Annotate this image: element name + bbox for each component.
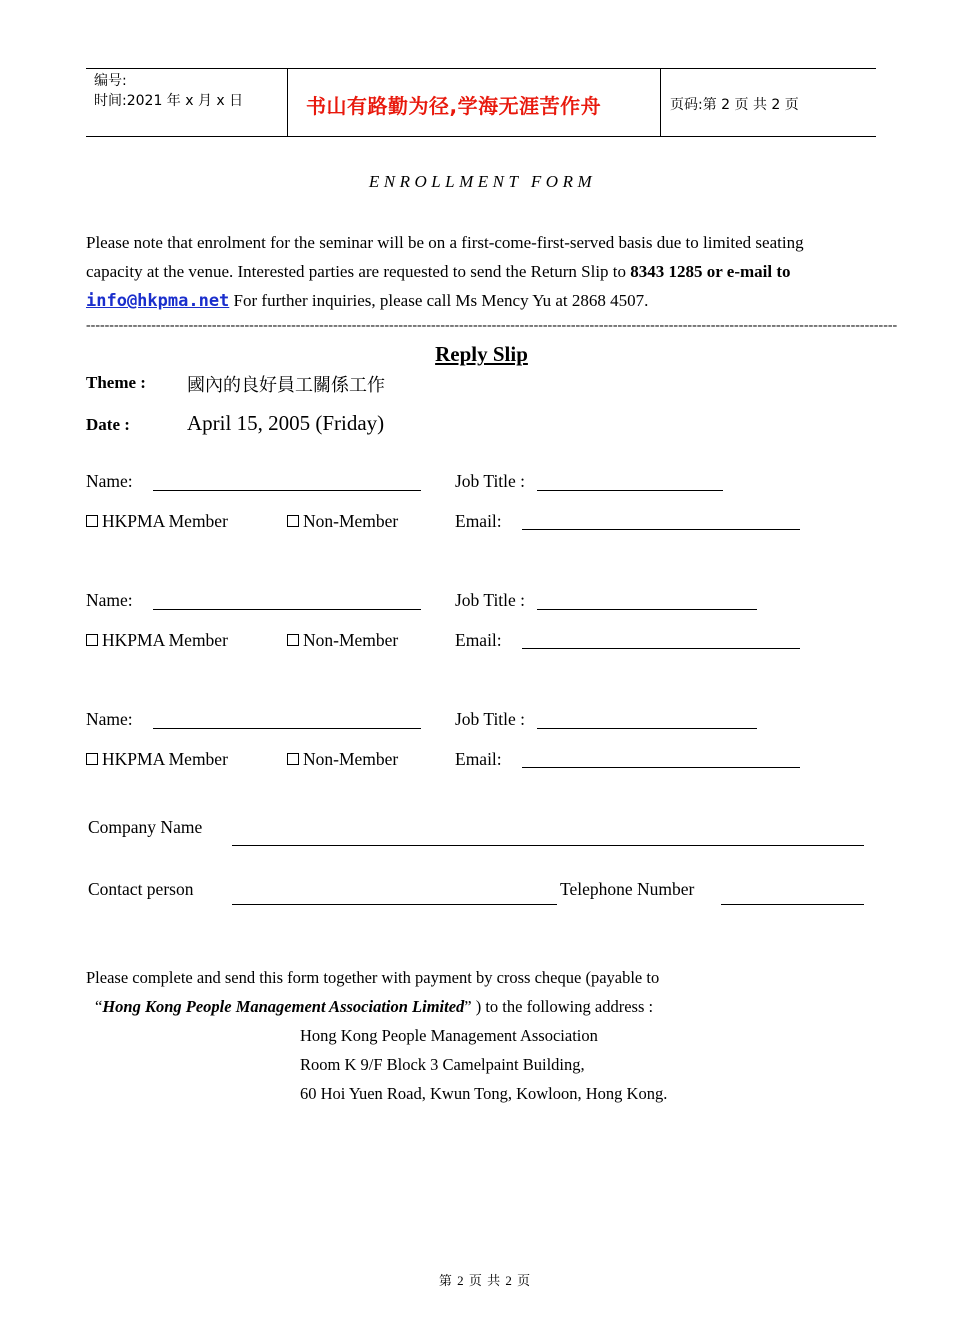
company-name-input-line[interactable] [232,845,864,846]
contact-person-input-line[interactable] [232,904,557,905]
member-option-label: HKPMA Member [102,511,228,531]
header-divider [287,69,288,136]
member-option-label: HKPMA Member [102,630,228,650]
job-title-label: Job Title : [455,590,526,610]
form-title: ENROLLMENT FORM [368,172,597,191]
name-label: Name: [86,590,133,610]
theme-label: Theme : [86,373,146,392]
email-label: Email: [455,511,502,531]
email-link[interactable]: info@hkpma.net [86,291,230,311]
email-input-line[interactable] [522,529,800,530]
intro-paragraph [86,228,856,316]
header-number-label: 编号: [94,73,127,89]
contact-person-label: Contact person [88,879,194,899]
inquiry-text: For further inquiries, please call Ms Mency Yu at 2868 4507. [229,291,649,310]
open-quote: “ [95,997,103,1016]
member-checkbox-option[interactable] [86,630,228,651]
non-member-checkbox-option[interactable] [287,749,398,770]
non-member-option-label: Non-Member [303,630,399,650]
member-checkbox-option[interactable] [86,511,228,532]
checkbox-icon[interactable] [287,753,299,765]
fax-number: 8343 1285 [630,262,703,281]
checkbox-icon[interactable] [86,634,98,646]
address-line: Room K 9/F Block 3 Camelpaint Building, [300,1055,585,1074]
member-option-label: HKPMA Member [102,749,228,769]
theme-value: 國內的良好員工關係工作 [187,375,385,396]
page-footer: 第 2 页 共 2 页 [438,1273,532,1288]
job-title-input-line[interactable] [537,490,723,491]
reply-slip-heading: Reply Slip [435,342,528,366]
instructions-line1: Please complete and send this form together with payment by cross cheque (payable to [86,968,660,987]
page-header [86,68,876,137]
instructions-line2 [95,992,653,1021]
checkbox-icon[interactable] [287,515,299,527]
company-name-label: Company Name [88,817,203,837]
intro-text: Please note that enrolment for the seminar will be on a first-come-first-served basis due to limited seating capacity at the venue. Interested parties are requested to send the Return Slip to [86,233,804,281]
address-line: Hong Kong People Management Association [300,1026,598,1045]
name-input-line[interactable] [153,728,421,729]
non-member-option-label: Non-Member [303,749,399,769]
job-title-input-line[interactable] [537,609,757,610]
checkbox-icon[interactable] [287,634,299,646]
header-divider [660,69,661,136]
email-input-line[interactable] [522,648,800,649]
email-label: Email: [455,630,502,650]
payee-name: Hong Kong People Management Association Limited [102,997,465,1016]
email-input-line[interactable] [522,767,800,768]
non-member-checkbox-option[interactable] [287,511,398,532]
job-title-input-line[interactable] [537,728,757,729]
date-value: April 15, 2005 (Friday) [187,411,385,435]
header-motto: 书山有路勤为径,学海无涯苦作舟 [306,94,602,118]
job-title-label: Job Title : [455,471,526,491]
checkbox-icon[interactable] [86,515,98,527]
date-label: Date : [86,415,130,434]
name-label: Name: [86,709,133,729]
name-input-line[interactable] [153,609,421,610]
non-member-checkbox-option[interactable] [287,630,398,651]
job-title-label: Job Title : [455,709,526,729]
telephone-label: Telephone Number [560,879,695,899]
telephone-input-line[interactable] [721,904,864,905]
non-member-option-label: Non-Member [303,511,399,531]
header-time-label: 时间:2021 年 x 月 x 日 [94,93,244,109]
cut-line-divider: ------------------------------------------------------------------------------------------------------------------------------------------------------------------------------ [86,318,898,333]
name-input-line[interactable] [153,490,421,491]
header-page-label: 页码:第 2 页 共 2 页 [670,97,799,113]
header-meta [94,71,243,111]
email-prefix: or e-mail to [702,262,791,281]
name-label: Name: [86,471,133,491]
member-checkbox-option[interactable] [86,749,228,770]
address-line: 60 Hoi Yuen Road, Kwun Tong, Kowloon, Hong Kong. [300,1084,668,1103]
instructions-line2-suffix: ” ) to the following address : [464,997,654,1016]
checkbox-icon[interactable] [86,753,98,765]
email-label: Email: [455,749,502,769]
